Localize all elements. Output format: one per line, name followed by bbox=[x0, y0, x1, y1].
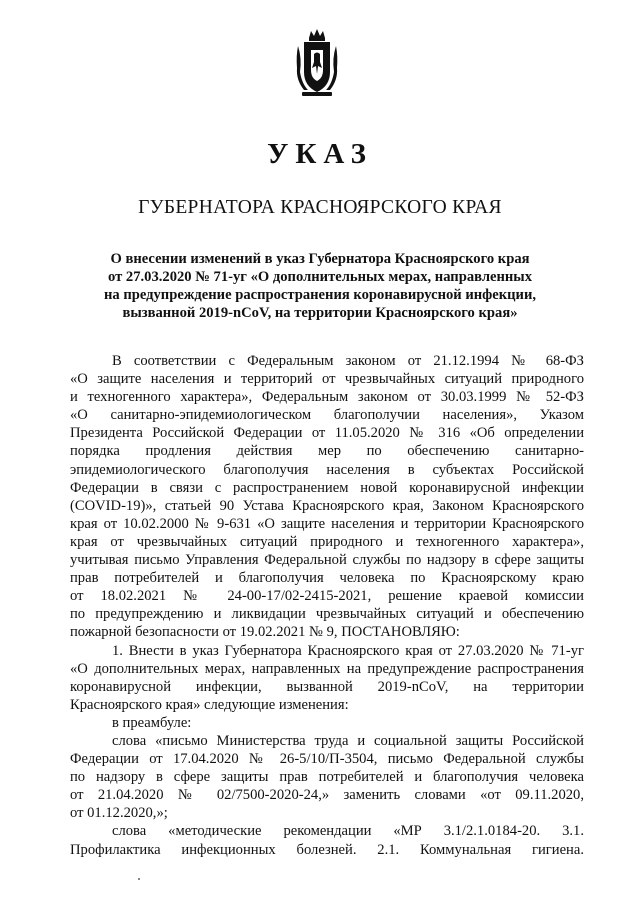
body-line: от 18.02.2021 № 24-00-17/02-2415-2021, решение краевой комиссии bbox=[70, 588, 584, 605]
body-line: от 01.12.2020,»; bbox=[70, 805, 168, 822]
body-line: учитывая письмо Управления Федеральной службы по надзору в сфере защиты bbox=[70, 552, 584, 569]
body-line: (COVID-19)», статьей 90 Устава Красноярского края, Законом Красноярского bbox=[70, 497, 584, 514]
heading-line: на предупреждение распространения коронавирусной инфекции, bbox=[103, 287, 537, 303]
body-line: Красноярского края» следующие изменения: bbox=[70, 696, 349, 713]
body-line: Федерации от 17.04.2020 № 26-5/10/П-3504, письмо Федеральной службы bbox=[70, 751, 584, 768]
document-title: УКАЗ bbox=[267, 138, 373, 170]
body-line: «О защите населения и территорий от чрезвычайных ситуаций природного bbox=[70, 371, 584, 388]
heading-line: О внесении изменений в указ Губернатора Красноярского края bbox=[110, 251, 530, 267]
heading-line: от 27.03.2020 № 71-уг «О дополнительных мерах, направленных bbox=[108, 269, 532, 285]
body-line: Профилактика инфекционных болезней. 2.1. Коммунальная гигиена. bbox=[70, 841, 584, 858]
page-speck bbox=[138, 878, 140, 880]
coat-of-arms-icon bbox=[296, 28, 338, 98]
heading-line: вызванной 2019-nCoV, на территории Красноярского края» bbox=[122, 305, 518, 321]
body-line: и техногенного характера», Федеральным законом от 30.03.1999 № 52-ФЗ bbox=[70, 389, 584, 406]
body-line: от 21.04.2020 № 02/7500-2020-24,» заменить словами «от 09.11.2020, bbox=[70, 787, 584, 804]
body-line: слова «методические рекомендации «МР 3.1/2.1.0184-20. 3.1. bbox=[112, 823, 584, 840]
document-subtitle: ГУБЕРНАТОРА КРАСНОЯРСКОГО КРАЯ bbox=[138, 197, 502, 218]
body-line: края от 10.02.2000 № 9-631 «О защите населения и территории Красноярского bbox=[70, 515, 584, 532]
body-line: в преамбуле: bbox=[112, 714, 192, 731]
body-line: эпидемиологического благополучия населения в субъектах Российской bbox=[70, 461, 584, 478]
body-line: по надзору в сфере защиты прав потребителей и благополучия человека bbox=[70, 769, 584, 786]
document-heading bbox=[70, 250, 570, 322]
body-line: Президента Российской Федерации от 11.05.2020 № 316 «Об определении bbox=[70, 425, 584, 442]
body-line: пожарной безопасности от 19.02.2021 № 9, ПОСТАНОВЛЯЮ: bbox=[70, 624, 460, 641]
body-line: прав потребителей и благополучия человека по Красноярскому краю bbox=[70, 570, 584, 587]
body-line: «О дополнительных мерах, направленных на предупреждение распространения bbox=[70, 660, 584, 677]
body-line: В соответствии с Федеральным законом от 21.12.1994 № 68-ФЗ bbox=[112, 353, 584, 369]
body-line: слова «письмо Министерства труда и социальной защиты Российской bbox=[112, 732, 584, 749]
body-line: коронавирусной инфекции, вызванной 2019-nCoV, на территории bbox=[70, 678, 584, 695]
body-line: порядка продления действия мер по обеспечению санитарно- bbox=[70, 443, 584, 460]
body-line: 1. Внести в указ Губернатора Красноярского края от 27.03.2020 № 71-уг bbox=[112, 642, 584, 659]
body-line: Федерации в связи с распространением новой коронавирусной инфекции bbox=[70, 479, 584, 496]
body-line: по предупреждению и ликвидации чрезвычайных ситуаций и обеспечению bbox=[70, 606, 584, 623]
body-line: края от чрезвычайных ситуаций природного и техногенного характера», bbox=[70, 533, 584, 550]
document-body bbox=[70, 352, 584, 859]
body-line: «О санитарно-эпидемиологическом благополучии населения», Указом bbox=[70, 407, 584, 424]
